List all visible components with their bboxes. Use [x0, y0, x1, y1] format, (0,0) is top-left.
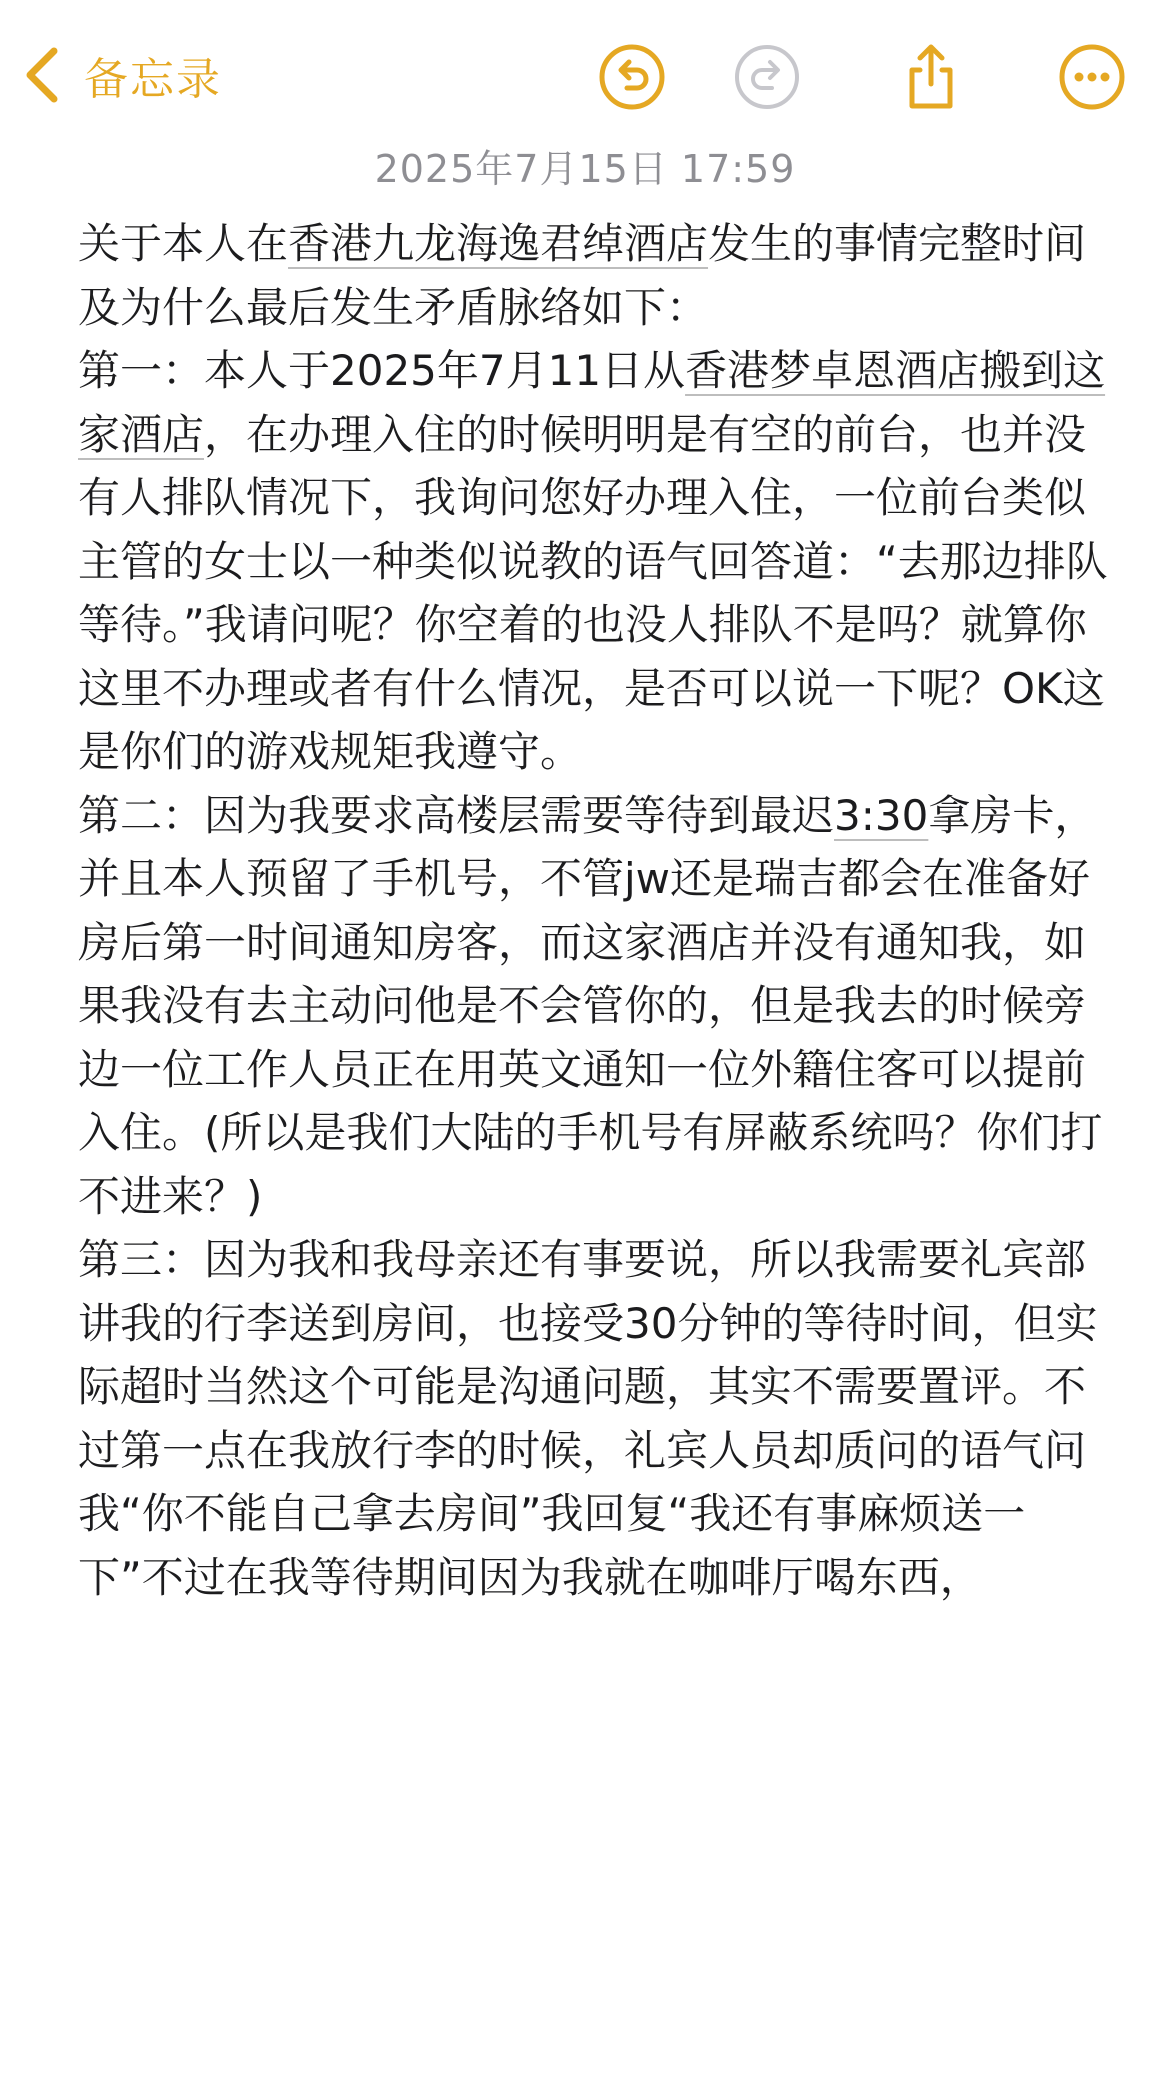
toolbar [0, 0, 1170, 150]
note-timestamp: 2025年7月15日 17:59 [374, 147, 796, 191]
note-paragraph-third: 第三：因为我和我母亲还有事要说，所以我需要礼宾部讲我的行李送到房间，也接受30分钟的等待时间，但实际超时当然这个可能是沟通问题，其实不需要置评。不过第一点在我放行李的时候，礼宾人员却质问的语气问我“你不能自己拿去房间”我回复“我还有事麻烦送一下”不过在我等待期间因为我就在咖啡厅喝东西， [78, 1235, 1098, 1602]
previous-hotel-link[interactable]: 香港梦卓恩酒店搬到这家酒店 [78, 346, 1106, 459]
redo-icon [732, 42, 802, 112]
time-link[interactable]: 3:30 [834, 790, 929, 840]
note-body[interactable] [78, 212, 1108, 1609]
share-icon [896, 42, 966, 112]
note-paragraph-second: 第二：因为我要求高楼层需要等待到最迟3:30拿房卡，并且本人预留了手机号，不管jw还是瑞吉都会在准备好房后第一时间通知房客，而这家酒店并没有通知我，如果我没有去主动问他是不会管你的，但是我去的时候旁边一位工作人员正在用英文通知一位外籍住客可以提前入住。(所以是我们大陆的手机号有屏蔽系统吗？你们打不进来？) [78, 790, 1103, 1221]
more-icon [1057, 42, 1127, 112]
undo-button[interactable] [597, 42, 667, 112]
share-button[interactable] [896, 42, 966, 112]
back-label: 备忘录 [84, 54, 222, 105]
more-button[interactable] [1057, 42, 1127, 112]
chevron-left-icon [22, 45, 62, 105]
undo-icon [597, 42, 667, 112]
redo-button[interactable] [732, 42, 802, 112]
back-button[interactable] [22, 40, 222, 110]
note-paragraph-first: 第一：本人于2025年7月11日从香港梦卓恩酒店搬到这家酒店，在办理入住的时候明明是有空的前台，也并没有人排队情况下，我询问您好办理入住，一位前台类似主管的女士以一种类似说教的语气回答道：“去那边排队等待。”我请问呢？你空着的也没人排队不是吗？就算你这里不办理或者有什么情况，是否可以说一下呢？OK这是你们的游戏规矩我遵守。 [78, 346, 1108, 776]
hotel-name-link[interactable]: 香港九龙海逸君绰酒店 [288, 219, 709, 268]
note-paragraph-intro: 关于本人在香港九龙海逸君绰酒店发生的事情完整时间及为什么最后发生矛盾脉络如下： [78, 219, 1087, 332]
